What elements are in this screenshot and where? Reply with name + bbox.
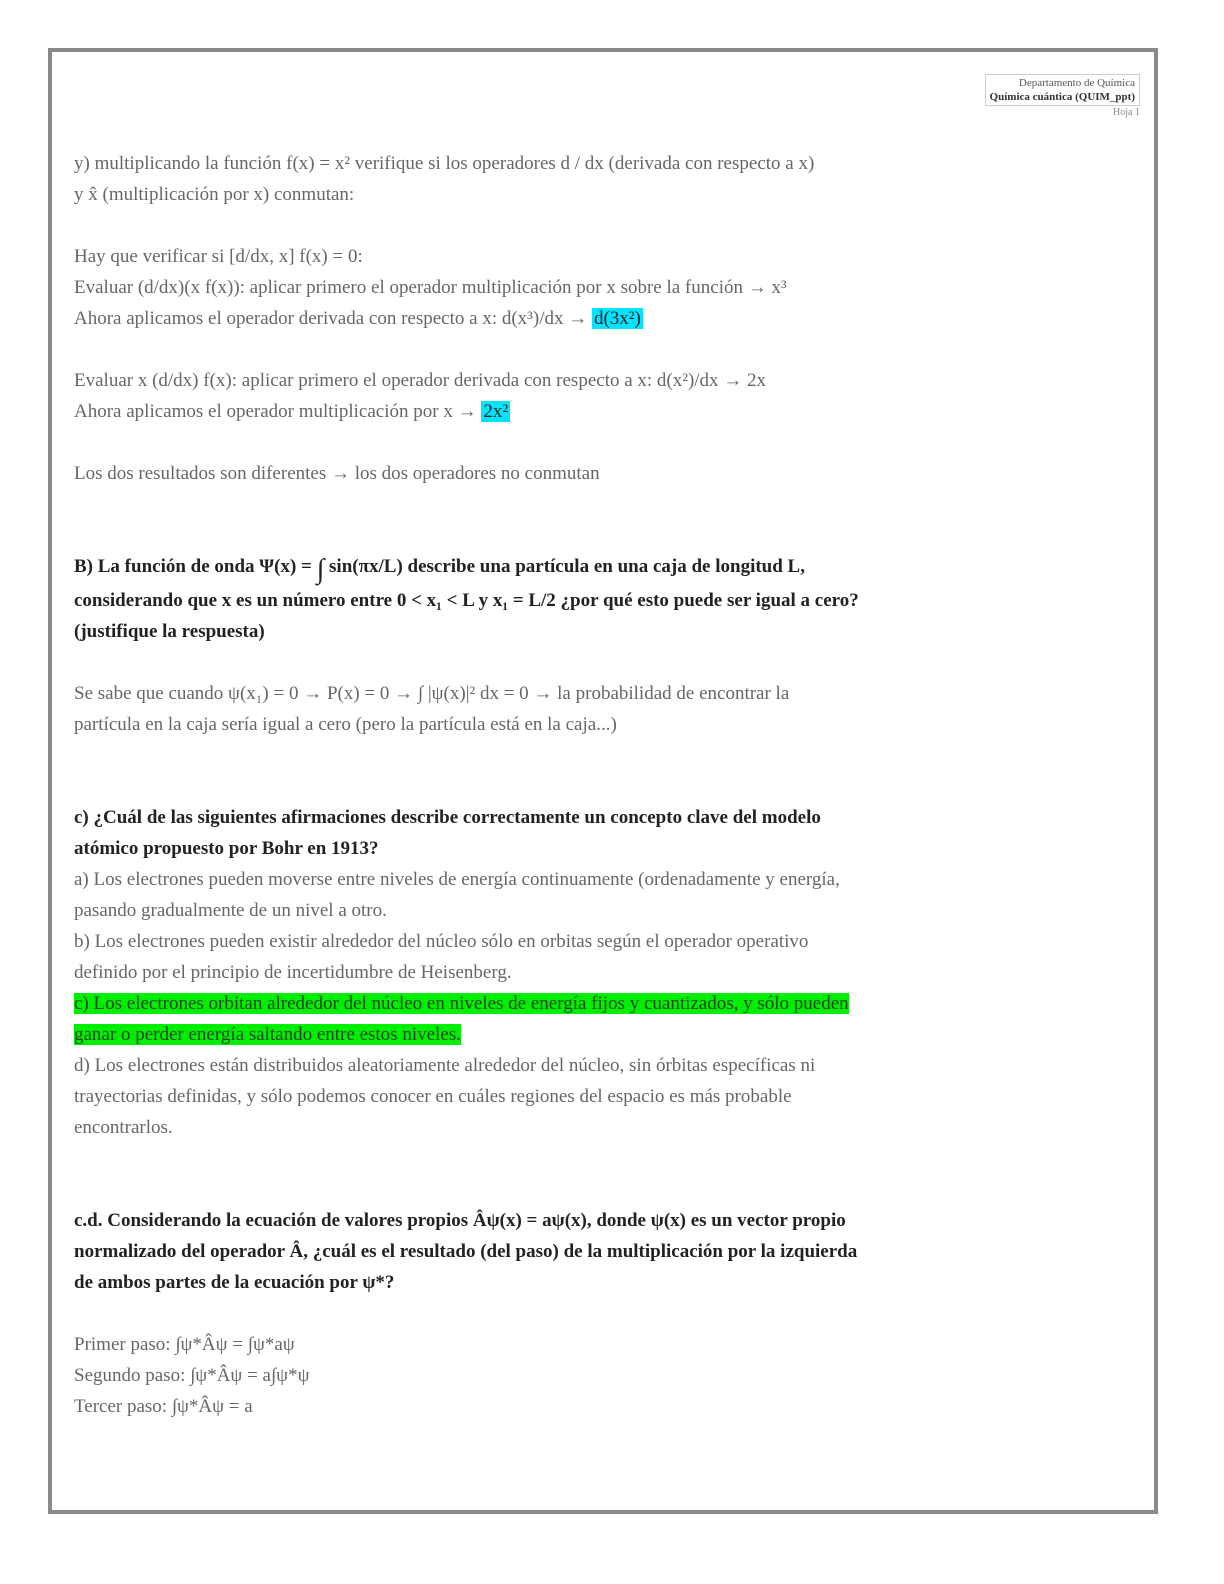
section-a-line-1: Hay que verificar si [d/dx, x] f(x) = 0: xyxy=(74,246,363,267)
section-a-line-4: Evaluar x (d/dx) f(x): aplicar primero el operador derivada con respecto a x: d(x²)/dx → 2x xyxy=(74,370,767,391)
section-a-line-5-text: Ahora aplicamos el operador multiplicación por x → xyxy=(74,401,477,422)
option-d-line-2: trayectorias definidas, y sólo podemos conocer en cuáles regiones del espacio es más probable xyxy=(74,1086,792,1107)
answer-d-step-3: Tercer paso: ∫ψ*Âψ = a xyxy=(74,1396,253,1417)
section-a-line-3-text: Ahora aplicamos el operador derivada con respecto a x: d(x³)/dx → xyxy=(74,308,588,329)
section-a-line-5 xyxy=(74,396,1140,427)
option-b-line-1: b) Los electrones pueden existir alrededor del núcleo sólo en orbitas según el operador operativo xyxy=(74,931,809,952)
option-a-line-1: a) Los electrones pueden moverse entre niveles de energía continuamente (ordenadamente y energía, xyxy=(74,869,840,890)
question-b-line-2: considerando que x es un número entre 0 < x₁ < L y x₁ = L/2 ¿por qué esto puede ser igual a cero? xyxy=(74,590,859,611)
question-b-line-3: (justifique la respuesta) xyxy=(74,621,265,642)
header-page: Hoja 1 xyxy=(1113,107,1140,118)
intro-line-1: y) multiplicando la función f(x) = x² verifique si los operadores d / dx (derivada con respecto a x) xyxy=(74,153,815,174)
question-d-line-2: normalizado del operador Â, ¿cuál es el resultado (del paso) de la multiplicación por la izquierda xyxy=(74,1241,858,1262)
option-b-line-2: definido por el principio de incertidumbre de Heisenberg. xyxy=(74,962,512,983)
answer-b-line-1: Se sabe que cuando ψ(x₁) = 0 → P(x) = 0 → ∫ |ψ(x)|² dx = 0 → la probabilidad de encontrar la xyxy=(74,683,790,704)
question-c-line-2: atómico propuesto por Bohr en 1913? xyxy=(74,838,379,859)
document-body xyxy=(74,148,1140,1422)
intro-line-2: y x̂ (multiplicación por x) conmutan: xyxy=(74,184,355,205)
highlight-correct-option-1: c) Los electrones orbitan alrededor del núcleo en niveles de energía fijos y cuantizados, y sólo pueden xyxy=(74,993,849,1014)
answer-b-line-2: partícula en la caja sería igual a cero (pero la partícula está en la caja...) xyxy=(74,714,617,735)
answer-d-step-2: Segundo paso: ∫ψ*Âψ = a∫ψ*ψ xyxy=(74,1365,310,1386)
option-d-line-3: encontrarlos. xyxy=(74,1117,173,1138)
question-c-line-1: c) ¿Cuál de las siguientes afirmaciones describe correctamente un concepto clave del modelo xyxy=(74,807,821,828)
header-course: Química cuántica (QUIM_ppt) xyxy=(989,91,1135,103)
question-b-text-post: sin(πx/L) describe una partícula en una caja de longitud L, xyxy=(329,556,805,577)
highlight-answer-1: d(3x²) xyxy=(593,308,641,329)
question-d-line-1: c.d. Considerando la ecuación de valores propios Âψ(x) = aψ(x), donde ψ(x) es un vector propio xyxy=(74,1210,846,1231)
question-b-line-1 xyxy=(74,551,1140,585)
header-box xyxy=(985,74,1140,106)
option-d-line-1: d) Los electrones están distribuidos aleatoriamente alrededor del núcleo, sin órbitas específicas ni xyxy=(74,1055,816,1076)
highlight-answer-2: 2x² xyxy=(483,401,509,422)
integral-symbol: ∫ xyxy=(316,554,325,585)
page-frame xyxy=(48,48,1158,1514)
question-b-text-pre: B) La función de onda Ψ(x) = xyxy=(74,556,312,577)
option-c-line-1 xyxy=(74,988,1140,1019)
highlight-correct-option-2: ganar o perder energía saltando entre estos niveles. xyxy=(74,1024,461,1045)
document-header xyxy=(985,74,1140,120)
option-c-line-2 xyxy=(74,1019,1140,1050)
question-d-line-3: de ambos partes de la ecuación por ψ*? xyxy=(74,1272,395,1293)
answer-d-step-1: Primer paso: ∫ψ*Âψ = ∫ψ*aψ xyxy=(74,1334,295,1355)
header-department: Departamento de Química xyxy=(1018,77,1135,89)
section-a-conclusion: Los dos resultados son diferentes → los dos operadores no conmutan xyxy=(74,463,600,484)
section-a-line-2: Evaluar (d/dx)(x f(x)): aplicar primero el operador multiplicación por x sobre la función → x³ xyxy=(74,277,787,298)
section-a-line-3 xyxy=(74,303,1140,334)
option-a-line-2: pasando gradualmente de un nivel a otro. xyxy=(74,900,387,921)
